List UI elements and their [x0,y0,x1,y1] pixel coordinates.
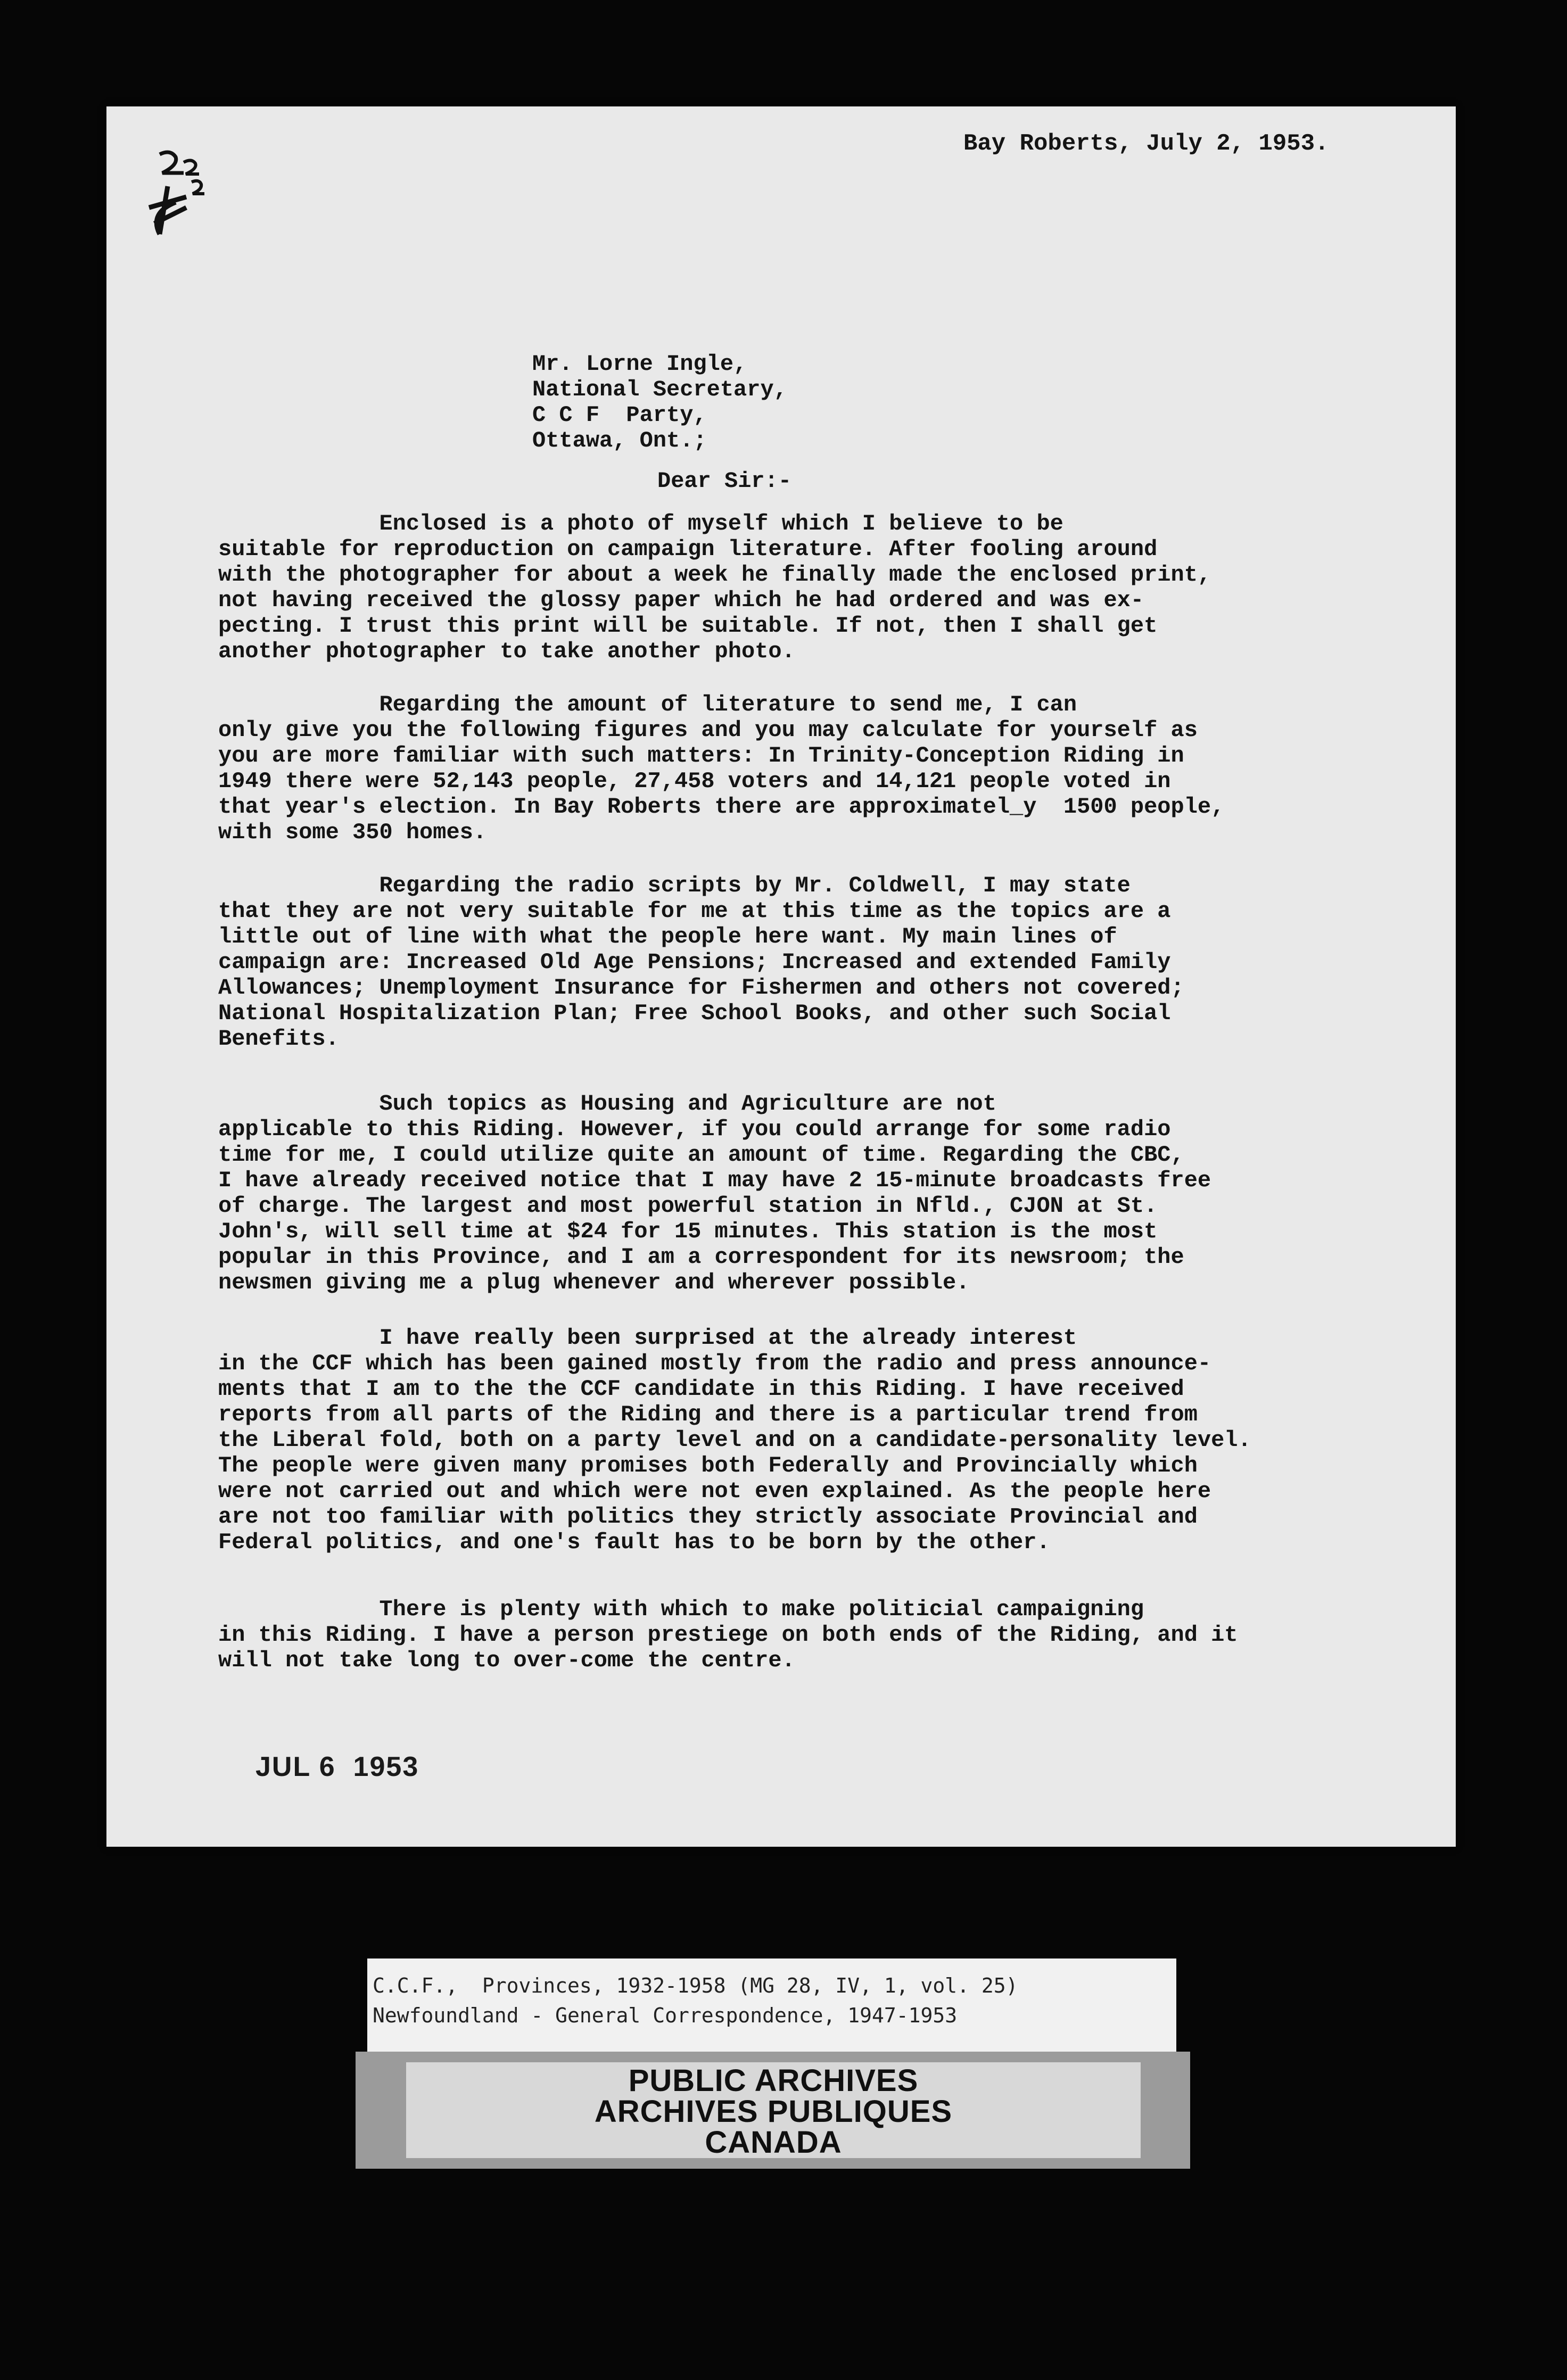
body-line: time for me, I could utilize quite an amount of time. Regarding the CBC, [218,1142,1184,1168]
body-line: little out of line with what the people here want. My main lines of [218,924,1117,949]
letter-page [106,106,1456,1847]
body-line: applicable to this Riding. However, if you could arrange for some radio [218,1117,1171,1142]
archives-stamp-band [356,2052,1190,2169]
body-line: Regarding the radio scripts by Mr. Coldwell, I may state [218,873,1131,898]
body-line: in this Riding. I have a person prestiege on both ends of the Riding, and it [218,1622,1238,1648]
handwritten-note-icon [138,149,250,245]
body-line: Such topics as Housing and Agriculture are not [218,1091,996,1117]
dateline: Bay Roberts, July 2, 1953. [963,130,1329,157]
body-line: not having received the glossy paper which he had ordered and was ex- [218,588,1144,613]
body-line: with some 350 homes. [218,820,487,845]
body-line: Benefits. [218,1026,339,1052]
received-date-stamp: JUL 6 1953 [255,1751,419,1782]
archive-reference-label [367,1958,1176,2060]
body-line: that they are not very suitable for me at this time as the topics are a [218,898,1171,924]
body-line: Enclosed is a photo of myself which I believe to be [218,511,1063,536]
archive-reference-line: Newfoundland - General Correspondence, 1947-1953 [373,2004,958,2027]
body-line: National Hospitalization Plan; Free School Books, and other such Social [218,1001,1171,1026]
archives-stamp [406,2062,1141,2158]
archives-stamp-line: CANADA [705,2125,842,2160]
addressee-line: C C F Party, [532,402,707,428]
body-line: I have already received notice that I may have 2 15-minute broadcasts free [218,1168,1211,1193]
archives-stamp-line: PUBLIC ARCHIVES [628,2063,919,2098]
body-line: that year's election. In Bay Roberts there are approximatel_y 1500 people, [218,794,1225,820]
body-line: another photographer to take another photo. [218,639,795,664]
body-line: will not take long to over-come the centre. [218,1648,795,1673]
addressee-line: Mr. Lorne Ingle, [532,351,747,377]
body-line: newsmen giving me a plug whenever and wherever possible. [218,1270,970,1295]
body-line: The people were given many promises both Federally and Provincially which [218,1453,1198,1478]
archive-reference-line: C.C.F., Provinces, 1932-1958 (MG 28, IV, 1, vol. 25) [373,1974,1018,1997]
body-line: suitable for reproduction on campaign literature. After fooling around [218,536,1158,562]
body-line: 1949 there were 52,143 people, 27,458 voters and 14,121 people voted in [218,768,1171,794]
body-line: Federal politics, and one's fault has to be born by the other. [218,1530,1050,1555]
body-line: only give you the following figures and you may calculate for yourself as [218,717,1198,743]
body-line: the Liberal fold, both on a party level and on a candidate-personality level. [218,1427,1251,1453]
addressee-line: National Secretary, [532,377,787,402]
body-line: ments that I am to the the CCF candidate in this Riding. I have received [218,1376,1184,1402]
body-line: are not too familiar with politics they strictly associate Provincial and [218,1504,1198,1530]
salutation: Dear Sir:- [657,468,792,494]
body-line: you are more familiar with such matters: In Trinity-Conception Riding in [218,743,1184,768]
body-line: John's, will sell time at $24 for 15 minutes. This station is the most [218,1219,1158,1244]
body-line: pecting. I trust this print will be suitable. If not, then I shall get [218,613,1158,639]
addressee-line: Ottawa, Ont.; [532,428,707,453]
body-line: with the photographer for about a week he finally made the enclosed print, [218,562,1211,588]
body-line: Regarding the amount of literature to send me, I can [218,692,1077,717]
body-line: campaign are: Increased Old Age Pensions; Increased and extended Family [218,949,1171,975]
body-line: of charge. The largest and most powerful station in Nfld., CJON at St. [218,1193,1158,1219]
body-line: There is plenty with which to make politicial campaigning [218,1597,1144,1622]
body-line: popular in this Province, and I am a correspondent for its newsroom; the [218,1244,1184,1270]
body-line: reports from all parts of the Riding and there is a particular trend from [218,1402,1198,1427]
archives-stamp-line: ARCHIVES PUBLIQUES [594,2094,953,2129]
body-line: I have really been surprised at the already interest [218,1325,1077,1351]
body-line: in the CCF which has been gained mostly from the radio and press announce- [218,1351,1211,1376]
body-line: were not carried out and which were not even explained. As the people here [218,1478,1211,1504]
body-line: Allowances; Unemployment Insurance for Fishermen and others not covered; [218,975,1184,1001]
